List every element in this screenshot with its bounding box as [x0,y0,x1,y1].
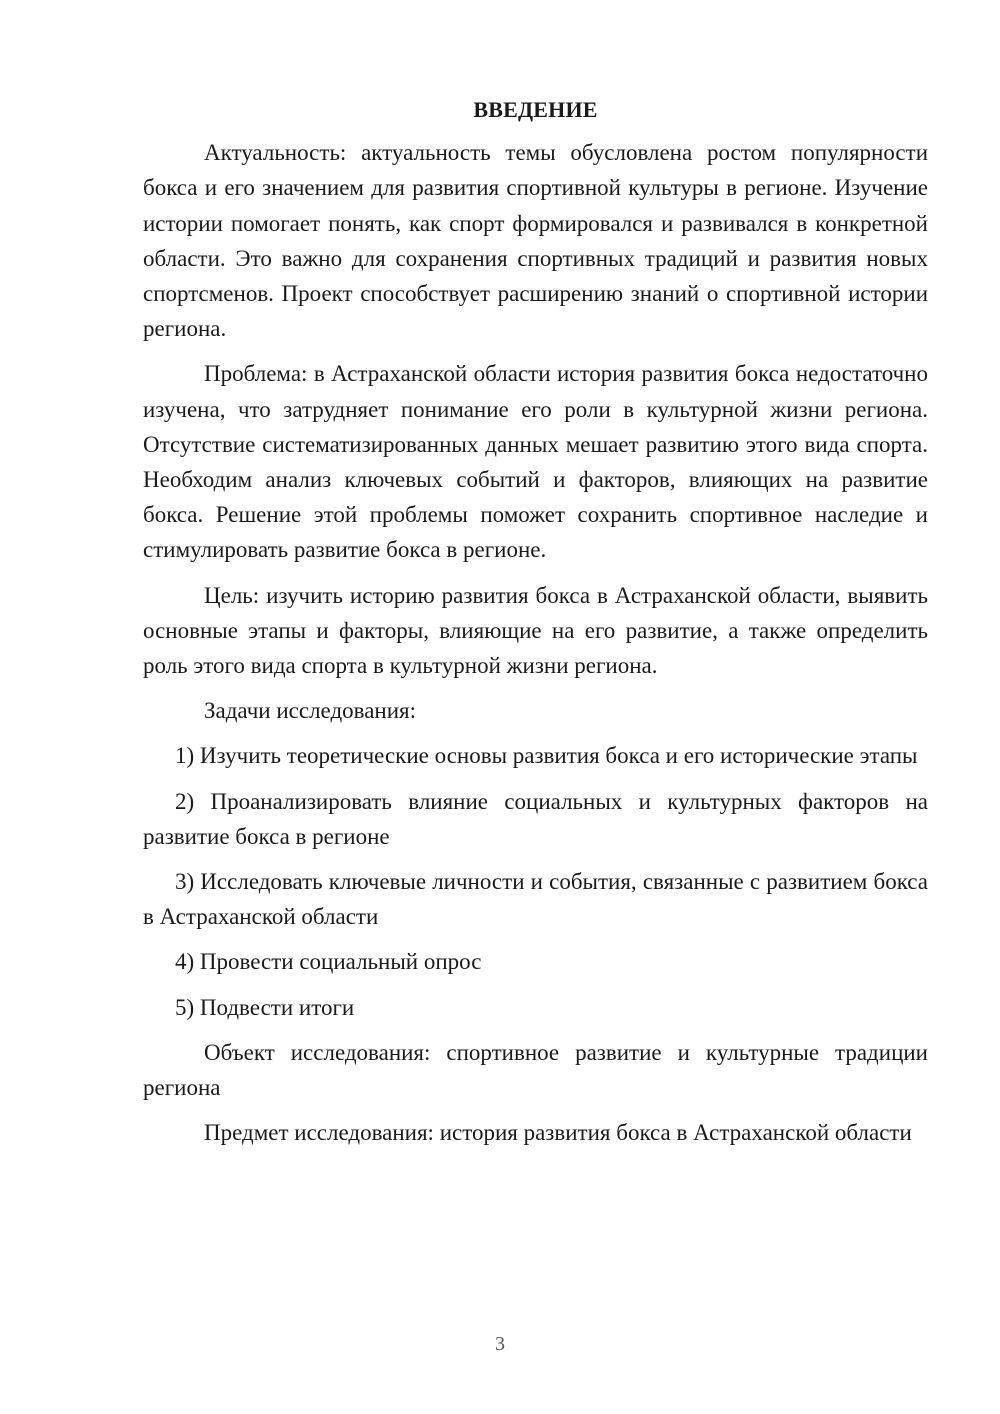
task-item-3: 3) Исследовать ключевые личности и события, связанные с развитием бокса в Астраханской области [143,869,928,930]
task-item-4: 4) Провести социальный опрос [175,949,482,975]
page-number: 3 [495,1333,505,1355]
research-subject-paragraph: Предмет исследования: история развития бокса в Астраханской области [204,1120,912,1146]
document-page [143,92,928,1160]
task-item-5: 5) Подвести итоги [175,994,355,1020]
tasks-heading: Задачи исследования: [204,698,417,724]
goal-paragraph: Цель: изучить историю развития бокса в Астраханской области, выявить основные этапы и факторы, влияющие на его развитие, а также определить роль этого вида спорта в культурной жизни региона. [143,582,928,679]
section-title: ВВЕДЕНИЕ [473,97,598,122]
problem-paragraph: Проблема: в Астраханской области история развития бокса недостаточно изучена, что затрудняет понимание его роли в культурной жизни региона. Отсутствие систематизированных данных мешает развитию этого вида спорта. Необходим анализ ключевых событий и факторов, влияющих на развитие бокса. Решение этой проблемы поможет сохранить спортивное наследие и стимулировать развитие бокса в регионе. [143,361,928,563]
task-item-1: 1) Изучить теоретические основы развития бокса и его исторические этапы [175,743,918,769]
task-item-2: 2) Проанализировать влияние социальных и культурных факторов на развитие бокса в регионе [143,788,928,849]
relevance-paragraph: Актуальность: актуальность темы обусловлена ростом популярности бокса и его значением для развития спортивной культуры в регионе. Изучение истории помогает понять, как спорт формировался и развивался в конкретной области. Это важно для сохранения спортивных традиций и развития новых спортсменов. Проект способствует расширению знаний о спортивной истории региона. [143,140,928,342]
research-object-paragraph: Объект исследования: спортивное развитие и культурные традиции региона [143,1039,928,1101]
